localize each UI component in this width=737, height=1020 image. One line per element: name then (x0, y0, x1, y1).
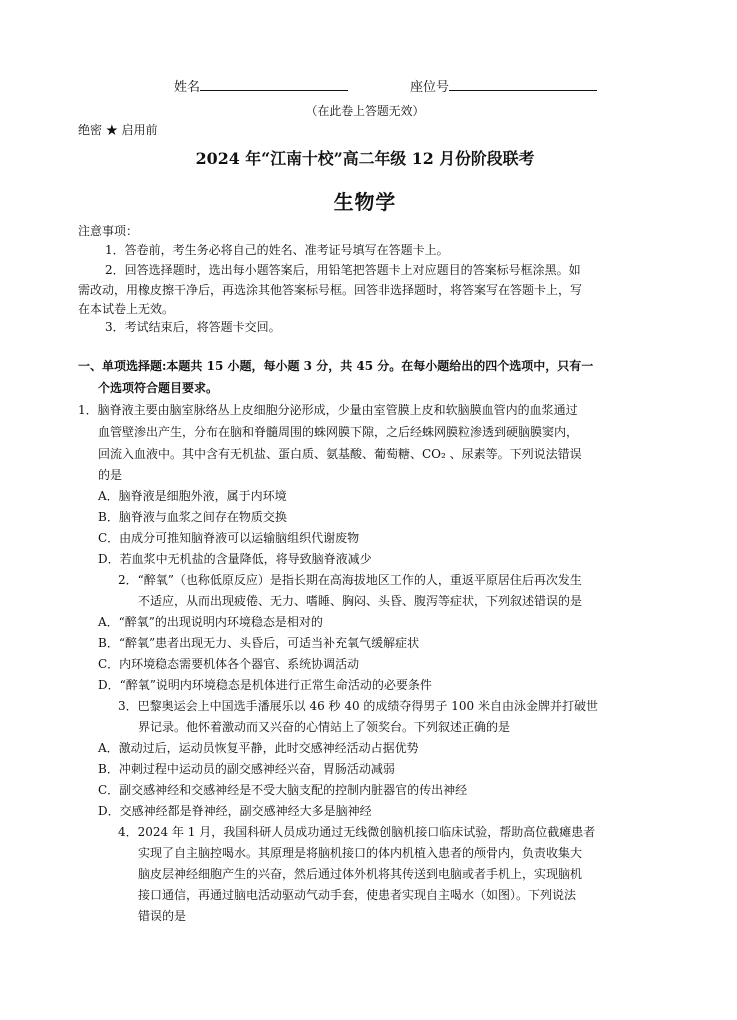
question-3-option-b: B．冲刺过程中运动员的副交感神经兴奋，胃肠活动减弱 (98, 762, 395, 776)
question-4-text: 错误的是 (138, 909, 187, 923)
question-2-text: 不适应，从而出现疲倦、无力、嗜睡、胸闷、头昏、腹泻等症状，下列叙述错误的是 (138, 594, 583, 608)
question-3-option-c: C．副交感神经和交感神经是不受大脑支配的控制内脏器官的传出神经 (98, 783, 468, 797)
seat-underline (449, 77, 597, 91)
question-4-text: 实现了自主脑控喝水。其原理是将脑机接口的体内机植入患者的颅骨内，负责收集大 (138, 846, 583, 860)
instruction-item: 3．考试结束后，将答题卡交回。 (105, 320, 281, 334)
question-1-text: 1．脑脊液主要由脑室脉络丛上皮细胞分泌形成，少量由室管膜上皮和软脑膜血管内的血浆通过 (78, 403, 578, 417)
question-3-option-a: A．激动过后，运动员恢复平静，此时交感神经活动占据优势 (98, 741, 419, 755)
instruction-item: 1．答卷前，考生务必将自己的姓名、准考证号填写在答题卡上。 (105, 243, 449, 257)
section-heading: 一、单项选择题:本题共 15 小题，每小题 3 分，共 45 分。在每小题给出的四个选项中，只有一 (78, 359, 594, 373)
instruction-item: 2．回答选择题时，选出每小题答案后，用铅笔把答题卡上对应题目的答案标号框涂黑。如 (105, 263, 581, 277)
seat-label: 座位号 (410, 80, 450, 95)
name-label: 姓名 (174, 80, 201, 95)
section-heading-cont: 个选项符合题目要求。 (98, 381, 219, 395)
confidential-mark: 绝密 ★ 启用前 (78, 123, 158, 137)
question-3-text: 界记录。他怀着激动而又兴奋的心情站上了领奖台。下列叙述正确的是 (138, 720, 511, 734)
question-1-text: 血管壁渗出产生，分布在脑和脊髓周围的蛛网膜下隙，之后经蛛网膜粒渗透到硬脑膜窦内， (98, 425, 579, 439)
exam-title: 2024 年“江南十校”高二年级 12 月份阶段联考 (195, 149, 535, 168)
name-field-row (174, 77, 348, 97)
invalid-note: （在此卷上答题无效） (305, 104, 425, 118)
question-1-option-a: A．脑脊液是细胞外液，属于内环境 (98, 489, 287, 503)
question-2-option-a: A．“醉氧”的出现说明内环境稳态是相对的 (98, 615, 323, 629)
question-1-option-c: C．由成分可推知脑脊液可以运输脑组织代谢废物 (98, 531, 360, 545)
subject-title: 生物学 (333, 190, 397, 214)
name-underline (200, 77, 348, 91)
instruction-item: 在本试卷上无效。 (78, 302, 175, 316)
question-4-text: 脑皮层神经细胞产生的兴奋，然后通过体外机将其传送到电脑或者手机上，实现脑机 (138, 867, 583, 881)
seat-field-row (410, 77, 597, 97)
question-2-option-b: B．“醉氧”患者出现无力、头昏后，可适当补充氧气缓解症状 (98, 636, 420, 650)
question-2-option-d: D．“醉氧”说明内环境稳态是机体进行正常生命活动的必要条件 (98, 678, 432, 692)
question-3-text: 3．巴黎奥运会上中国选手潘展乐以 46 秒 40 的成绩夺得男子 100 米自由泳金牌并打破世 (118, 699, 598, 713)
question-4-text: 4．2024 年 1 月，我国科研人员成功通过无线微创脑机接口临床试验，帮助高位截瘫患者 (118, 825, 596, 839)
question-2-text: 2．“醉氧”（也称低原反应）是指长期在高海拔地区工作的人，重返平原居住后再次发生 (118, 573, 582, 587)
question-1-option-b: B．脑脊液与血浆之间存在物质交换 (98, 510, 287, 524)
question-4-text: 接口通信，再通过脑电活动驱动气动手套，使患者实现自主喝水（如图）。下列说法 (138, 888, 577, 902)
instructions-heading: 注意事项： (78, 224, 139, 238)
question-1-text: 回流入血液中。其中含有无机盐、蛋白质、氨基酸、葡萄糖、CO₂ 、尿素等。下列说法错误 (98, 447, 582, 461)
question-2-option-c: C．内环境稳态需要机体各个器官、系统协调活动 (98, 657, 360, 671)
question-3-option-d: D．交感神经都是脊神经，副交感神经大多是脑神经 (98, 804, 372, 818)
question-1-text: 的是 (98, 468, 123, 482)
question-1-option-d: D．若血浆中无机盐的含量降低，将导致脑脊液减少 (98, 552, 372, 566)
instruction-item: 需改动，用橡皮擦干净后，再选涂其他答案标号框。回答非选择题时，将答案写在答题卡上，写 (78, 283, 583, 297)
